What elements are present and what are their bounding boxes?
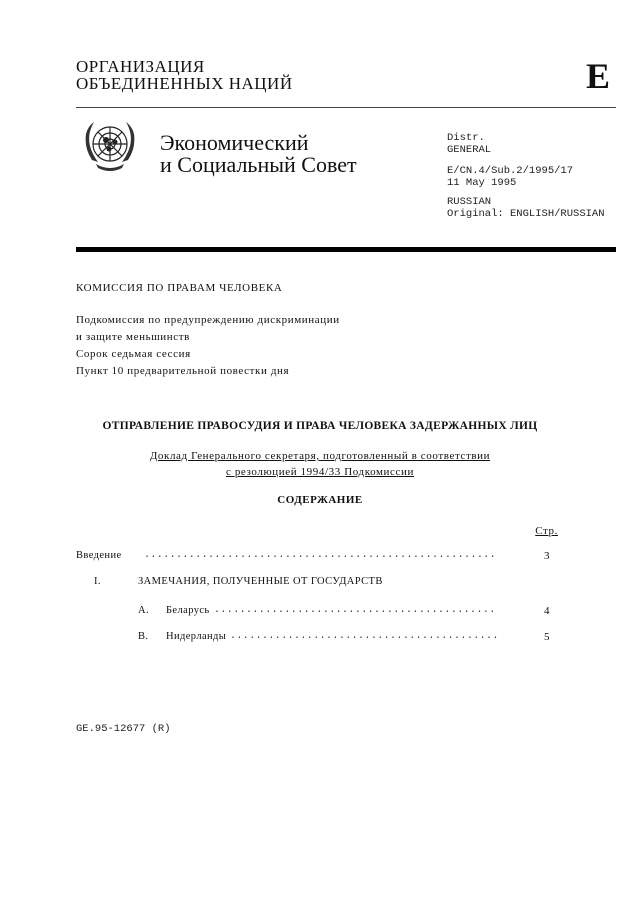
org-line-2: ОБЪЕДИНЕННЫХ НАЦИЙ xyxy=(76,74,293,93)
council-line-1: Экономический xyxy=(160,130,309,155)
report-subtitle xyxy=(0,448,640,480)
toc-item-a-label: Беларусь xyxy=(166,605,210,616)
report-line-2: с резолюцией 1994/33 Подкомиссии xyxy=(226,466,414,478)
toc-section-number: I. xyxy=(94,576,101,587)
commission-name: КОМИССИЯ ПО ПРАВАМ ЧЕЛОВЕКА xyxy=(76,282,283,294)
toc-item-b-dots: .......................................... xyxy=(230,631,499,642)
subcommission-block xyxy=(76,312,340,380)
document-symbol: E/CN.4/Sub.2/1995/17 xyxy=(447,165,574,177)
report-line-1: Доклад Генерального секретаря, подготовленный в соответствии xyxy=(149,450,491,462)
document-language: RUSSIAN xyxy=(447,196,492,208)
original-language: Original: ENGLISH/RUSSIAN xyxy=(447,208,605,220)
org-line-1: ОРГАНИЗАЦИЯ xyxy=(76,57,205,76)
page-column-header: Стр. xyxy=(535,525,558,537)
document-symbol-block xyxy=(447,165,573,189)
footer-code: GE.95-12677 (R) xyxy=(76,723,171,735)
toc-item-a-dots: ............................................ xyxy=(214,605,496,616)
distribution-block xyxy=(447,132,491,156)
sub-line-1: Подкомиссия по предупреждению дискриминации xyxy=(76,314,340,326)
toc-intro-dots: ....................................................... xyxy=(144,550,497,561)
language-letter: E xyxy=(585,56,610,96)
language-block xyxy=(447,196,605,220)
document-title: ОТПРАВЛЕНИЕ ПРАВОСУДИЯ И ПРАВА ЧЕЛОВЕКА ЗАДЕРЖАННЫХ ЛИЦ xyxy=(102,420,538,432)
distr-value: GENERAL xyxy=(447,144,492,156)
sub-line-4: Пункт 10 предварительной повестки дня xyxy=(76,365,290,377)
un-emblem-icon xyxy=(78,118,142,176)
toc-item-a-page: 4 xyxy=(544,605,550,617)
toc-item-b-page: 5 xyxy=(544,631,550,643)
sub-line-2: и защите меньшинств xyxy=(76,331,190,343)
council-line-2: и Социальный Совет xyxy=(160,152,357,177)
contents-heading: СОДЕРЖАНИЕ xyxy=(277,494,363,506)
toc-intro-label: Введение xyxy=(76,550,122,561)
council-name xyxy=(160,132,357,176)
header-divider xyxy=(76,107,616,108)
organization-name xyxy=(76,58,293,92)
distr-label: Distr. xyxy=(447,132,485,144)
document-date: 11 May 1995 xyxy=(447,177,517,189)
header-thick-divider xyxy=(76,247,616,252)
toc-intro-page: 3 xyxy=(544,550,550,562)
sub-line-3: Сорок седьмая сессия xyxy=(76,348,191,360)
toc-item-a-letter: A. xyxy=(138,605,150,616)
toc-item-b-letter: B. xyxy=(138,631,149,642)
toc-section-label: ЗАМЕЧАНИЯ, ПОЛУЧЕННЫЕ ОТ ГОСУДАРСТВ xyxy=(138,576,383,587)
toc-item-b-label: Нидерланды xyxy=(166,631,227,642)
